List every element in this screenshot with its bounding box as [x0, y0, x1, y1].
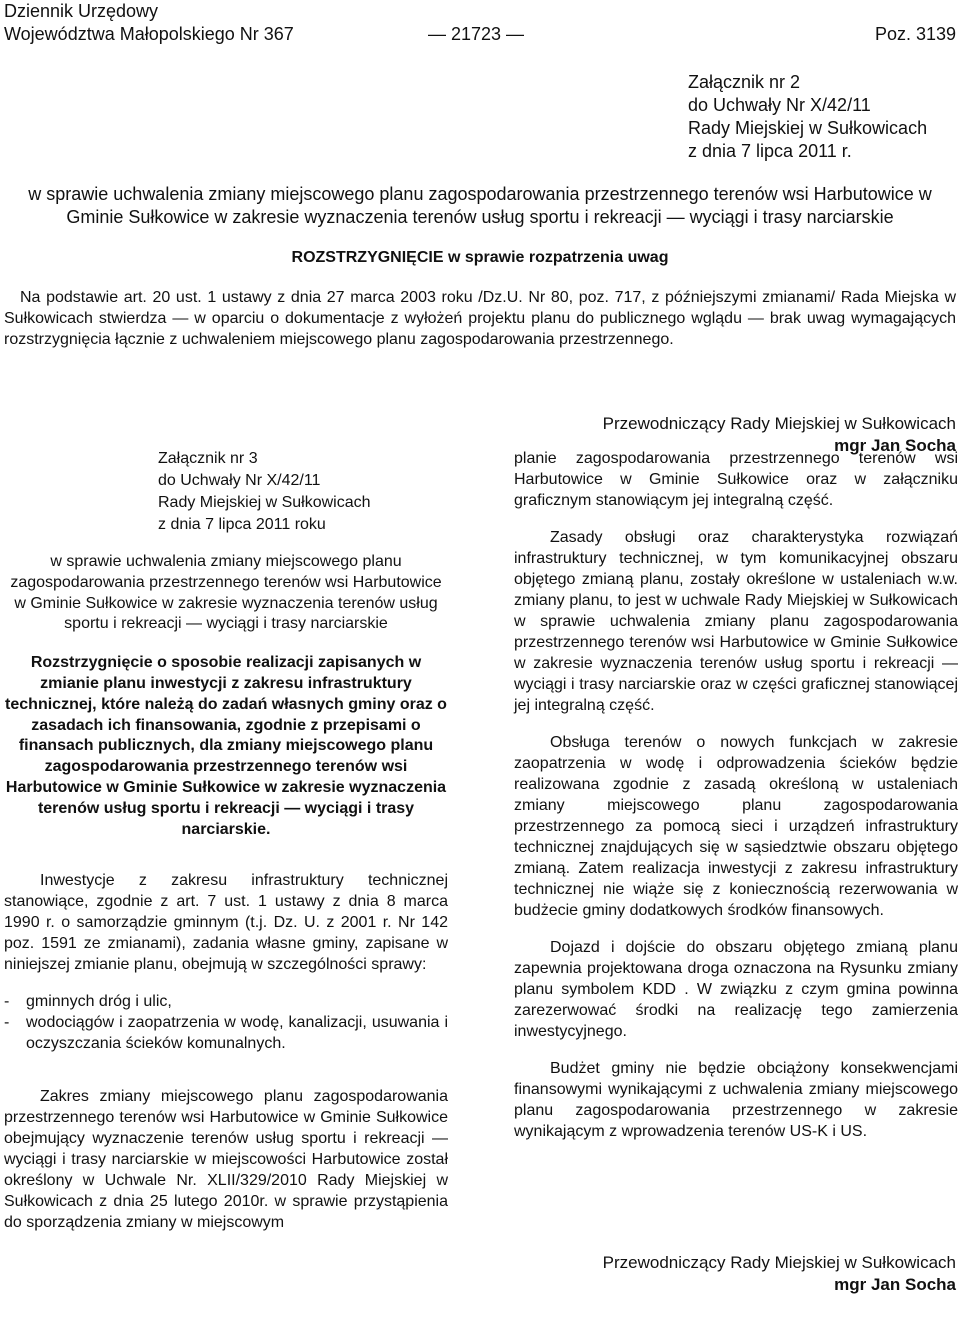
attachment2-line2: do Uchwały Nr X/42/11 — [688, 95, 871, 115]
attachment2-line4: z dnia 7 lipca 2011 r. — [688, 141, 852, 161]
attachment3-heading — [158, 448, 448, 536]
attachment3-paragraph-5: Obsługa terenów o nowych funkcjach w zakresie zaopatrzenia w wodę i odprowadzenia ścieków będzie realizowana zgodnie z zasadą określoną w ustaleniach zmiany miejscowego planu zagospodarowania przestrzennego za pomocą sieci i urządzeń infrastruktury technicznej znajdujących się w sąsiedztwie obszaru objętego zmianą. Zatem realizacja inwestycji z zakresu infrastruktury technicznej nie wiąże się z koniecznością rezerwowania w budżecie gminy dodatkowych środków finansowych. — [514, 734, 958, 919]
signature-block-2 — [603, 1252, 956, 1295]
position-number: Poz. 3139 — [874, 24, 956, 44]
attachment3-paragraph-3: planie zagospodarowania przestrzennego terenów wsi Harbutowice w Gminie Sułkowice oraz w załączniku graficznym stanowiącym jej integralną część. — [514, 450, 958, 509]
page-number: — 21723 — — [428, 24, 525, 44]
attachment2-paragraph-text: Na podstawie art. 20 ust. 1 ustawy z dnia 27 marca 2003 roku /Dz.U. Nr 80, poz. 717, z późniejszymi zmianami/ Rada Miejska w Sułkowicach stwierdza — w oparciu o dokumentacje z wyłożeń projektu planu do publicznego wglądu — brak uwag wymagających rozstrzygnięcia łącznie z uchwaleniem miejscowego planu zagospodarowania przestrzennego. — [4, 289, 956, 348]
task-list — [4, 991, 448, 1054]
attachment3-paragraph-1: Inwestycje z zakresu infrastruktury technicznej stanowiące, zgodnie z art. 7 ust. 1 ustawy z dnia 8 marca 1990 r. o samorządzie gminnym (t.j. Dz. U. z 2001 r. Nr 142 poz. 1591 ze zmianami), zadania własne gminy, zapisane w niniejszej zmianie planu, obejmują w szczególności sprawy: — [4, 872, 448, 974]
attachment2-title-rest: w sprawie rozpatrzenia uwag — [443, 249, 669, 266]
signature-role: Przewodniczący Rady Miejskiej w Sułkowicach — [602, 1253, 956, 1272]
list-item: - gminnych dróg i ulic, — [4, 991, 448, 1012]
left-column — [4, 448, 448, 1249]
attachment2-heading — [688, 71, 927, 163]
attachment2-title — [0, 248, 960, 269]
signature-name: mgr Jan Socha — [834, 435, 956, 455]
attachment3-line3: Rady Miejskiej w Sułkowicach — [158, 494, 371, 511]
attachment2-line1: Załącznik nr 2 — [688, 72, 801, 92]
attachment2-paragraph — [4, 288, 956, 351]
attachment3-subject: w sprawie uchwalenia zmiany miejscowego planu zagospodarowania przestrzennego terenów wsi Harbutowice w Gminie Sułkowice w zakresie wyznaczenia terenów usług sportu i rekreacji — wyciągi i trasy narciarskie — [10, 553, 442, 633]
attachment3-paragraph-6: Dojazd i dojście do obszaru objętego zmianą planu zapewnia projektowana droga oznaczona na Rysunku zmiany planu symbolem KDD . W związku z czym gmina powinna zarezerwować środki na realizację tego zamierzenia inwestycyjnego. — [514, 939, 958, 1040]
list-item: - wodociągów i zaopatrzenia w wodę, kanalizacji, usuwania i oczyszczania ścieków komunalnych. — [4, 1012, 448, 1054]
journal-title: Dziennik Urzędowy — [4, 1, 159, 21]
journal-issue: Województwa Małopolskiego Nr 367 — [4, 24, 294, 44]
attachment3-paragraph-4: Zasady obsługi oraz charakterystyka rozwiązań infrastruktury technicznej, w tym komunikacyjnej obszaru objętego zmianą planu, zostały określone w ustaleniach w.w. zmiany planu, to jest w uchwale Rady Miejskiej w Sułkowicach w sprawie uchwalenia zmiany planu zagospodarowania przestrzennego terenów wsi Harbutowice w Gminie Sułkowice w zakresie wyznaczenia terenów usług sportu i rekreacji — wyciągi i trasy narciarskie oraz w części graficznej stanowiącej jej integralną część. — [514, 529, 958, 714]
attachment2-subject: w sprawie uchwalenia zmiany miejscowego planu zagospodarowania przestrzennego terenów wsi Harbutowice w Gminie Sułkowice w zakresie wyznaczenia terenów usług sportu i rekreacji — wyciągi i trasy narciarskie — [28, 184, 932, 227]
right-column — [514, 448, 958, 1158]
signature-name: mgr Jan Socha — [834, 1274, 956, 1294]
attachment3-line2: do Uchwały Nr X/42/11 — [158, 472, 321, 489]
attachment2-title-bold: ROZSTRZYGNIĘCIE — [291, 249, 444, 266]
attachment3-line4: z dnia 7 lipca 2011 roku — [158, 516, 326, 533]
page-header — [4, 0, 956, 46]
attachment2-line3: Rady Miejskiej w Sułkowicach — [688, 118, 928, 138]
attachment3-paragraph-2: Zakres zmiany miejscowego planu zagospodarowania przestrzennego terenów wsi Harbutowice w Gminie Sułkowice obejmujący wyznaczenie terenów usług sportu i rekreacji — wyciągi i trasy narciarskie w miejscowości Harbutowice został określony w Uchwale Nr. XLII/329/2010 Rady Miejskiej w Sułkowicach z dnia 25 lutego 2010r. w sprawie przystąpienia do sporządzenia zmiany w miejscowym — [4, 1088, 448, 1232]
attachment3-paragraph-7: Budżet gminy nie będzie obciążony konsekwencjami finansowymi wynikającymi z uchwalenia zmiany miejscowego planu zagospodarowania przestrzennego w zakresie wynikającym z wprowadzenia terenów US-K i US. — [514, 1060, 958, 1140]
attachment3-line1: Załącznik nr 3 — [158, 450, 258, 467]
signature-role: Przewodniczący Rady Miejskiej w Sułkowicach — [602, 414, 956, 433]
attachment3-title: Rozstrzygnięcie o sposobie realizacji zapisanych w zmianie planu inwestycji z zakresu infrastruktury technicznej, które należą do zadań własnych gminy oraz o zasadach ich finansowania, zgodnie z przepisami o finansach publicznych, dla zmiany miejscowego planu zagospodarowania przestrzennego terenów wsi Harbutowice w Gminie Sułkowice w zakresie wyznaczenia terenów usług sportu i rekreacji — wyciągi i trasy narciarskie. — [5, 654, 447, 838]
